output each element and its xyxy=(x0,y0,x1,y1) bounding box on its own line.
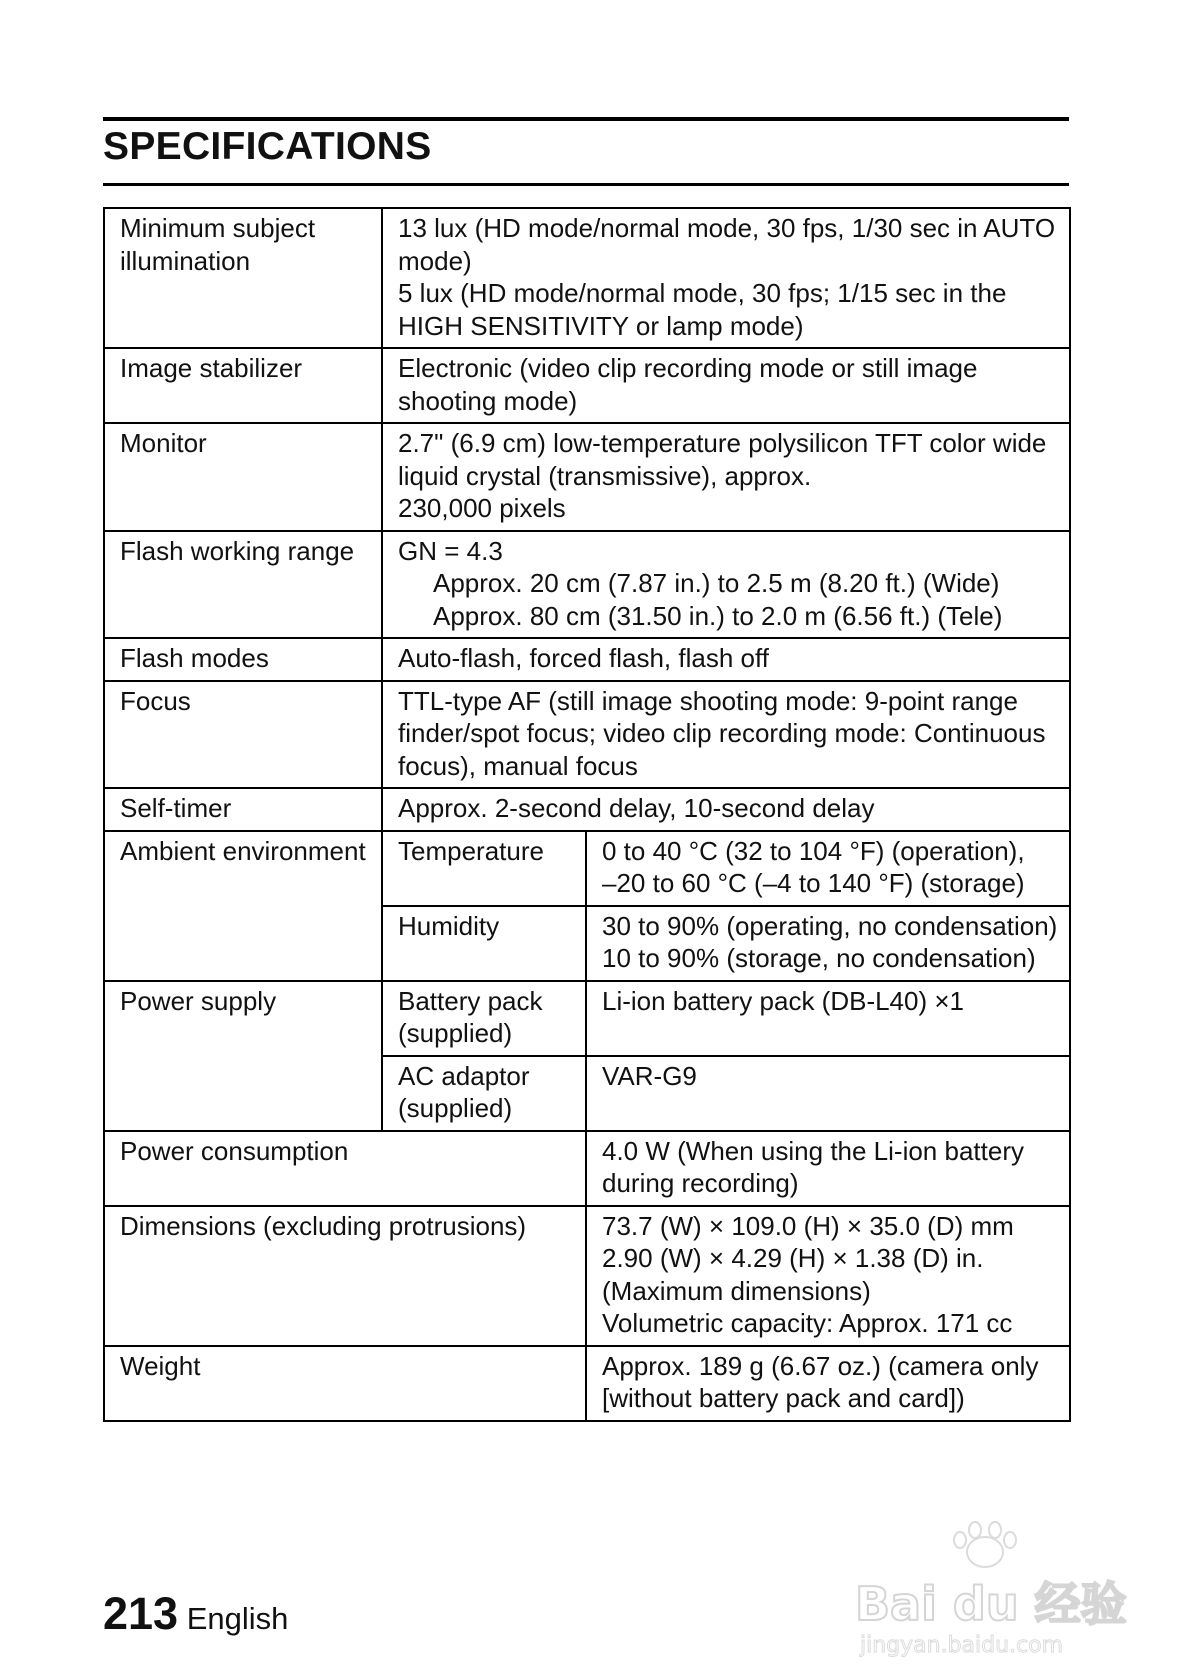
spec-value: 4.0 W (When using the Li-ion battery during recording) xyxy=(586,1131,1070,1206)
header-rule-bottom xyxy=(103,183,1069,186)
table-row xyxy=(104,531,1070,639)
spec-value: VAR-G9 xyxy=(586,1056,1070,1131)
spec-label: Image stabilizer xyxy=(104,348,382,423)
spec-label: Weight xyxy=(104,1346,586,1421)
table-row xyxy=(104,981,1070,1056)
baidu-watermark-logo xyxy=(850,1520,1130,1660)
spec-label: Minimum subject illumination xyxy=(104,208,382,348)
spec-sublabel: Temperature xyxy=(382,831,586,906)
spec-value: Electronic (video clip recording mode or still image shooting mode) xyxy=(382,348,1070,423)
spec-value: 0 to 40 °C (32 to 104 °F) (operation), –20 to 60 °C (–4 to 140 °F) (storage) xyxy=(586,831,1070,906)
spec-sublabel: Battery pack (supplied) xyxy=(382,981,586,1056)
page-footer xyxy=(103,1588,288,1640)
spec-value: 73.7 (W) × 109.0 (H) × 35.0 (D) mm 2.90 (W) × 4.29 (H) × 1.38 (D) in. (Maximum dimensions) Volumetric capacity: Approx. 171 cc xyxy=(586,1206,1070,1346)
header-rule-top xyxy=(103,117,1069,121)
table-row xyxy=(104,1346,1070,1421)
spec-value: 13 lux (HD mode/normal mode, 30 fps, 1/30 sec in AUTO mode) 5 lux (HD mode/normal mode, 30 fps; 1/15 sec in the HIGH SENSITIVITY or lamp mode) xyxy=(382,208,1070,348)
spec-value: 2.7" (6.9 cm) low-temperature polysilicon TFT color wide liquid crystal (transmissive), approx. 230,000 pixels xyxy=(382,423,1070,531)
spec-label: Self-timer xyxy=(104,788,382,831)
table-row xyxy=(104,831,1070,906)
page-number: 213 xyxy=(103,1588,179,1639)
watermark-url: jingyan.baidu.com xyxy=(860,1633,1064,1658)
spec-label: Power supply xyxy=(104,981,382,1131)
table-row xyxy=(104,681,1070,789)
spec-value: 30 to 90% (operating, no condensation) 10 to 90% (storage, no condensation) xyxy=(586,906,1070,981)
table-row xyxy=(104,348,1070,423)
spec-value: GN = 4.3 Approx. 20 cm (7.87 in.) to 2.5 m (8.20 ft.) (Wide) Approx. 80 cm (31.50 in.) to 2.0 m (6.56 ft.) (Tele) xyxy=(382,531,1070,639)
table-row xyxy=(104,788,1070,831)
spec-sublabel: Humidity xyxy=(382,906,586,981)
watermark-brand: Bai du 经验 xyxy=(855,1577,1127,1631)
spec-sublabel: AC adaptor (supplied) xyxy=(382,1056,586,1131)
spec-label: Dimensions (excluding protrusions) xyxy=(104,1206,586,1346)
spec-value: TTL-type AF (still image shooting mode: 9-point range finder/spot focus; video clip recording mode: Continuous focus), manual focus xyxy=(382,681,1070,789)
table-row xyxy=(104,1131,1070,1206)
spec-value: Auto-flash, forced flash, flash off xyxy=(382,638,1070,681)
table-row xyxy=(104,638,1070,681)
spec-label: Power consumption xyxy=(104,1131,586,1206)
spec-value: Approx. 2-second delay, 10-second delay xyxy=(382,788,1070,831)
page-title: SPECIFICATIONS xyxy=(103,125,432,168)
spec-label: Flash modes xyxy=(104,638,382,681)
table-row xyxy=(104,208,1070,348)
spec-value: Li-ion battery pack (DB-L40) ×1 xyxy=(586,981,1070,1056)
language-label: English xyxy=(186,1601,289,1636)
specifications-table xyxy=(103,207,1071,1422)
spec-label: Ambient environment xyxy=(104,831,382,981)
table-row xyxy=(104,1206,1070,1346)
spec-value: Approx. 189 g (6.67 oz.) (camera only [without battery pack and card]) xyxy=(586,1346,1070,1421)
table-row xyxy=(104,423,1070,531)
paw-icon xyxy=(954,1522,1016,1567)
spec-label: Focus xyxy=(104,681,382,789)
spec-label: Flash working range xyxy=(104,531,382,639)
spec-label: Monitor xyxy=(104,423,382,531)
